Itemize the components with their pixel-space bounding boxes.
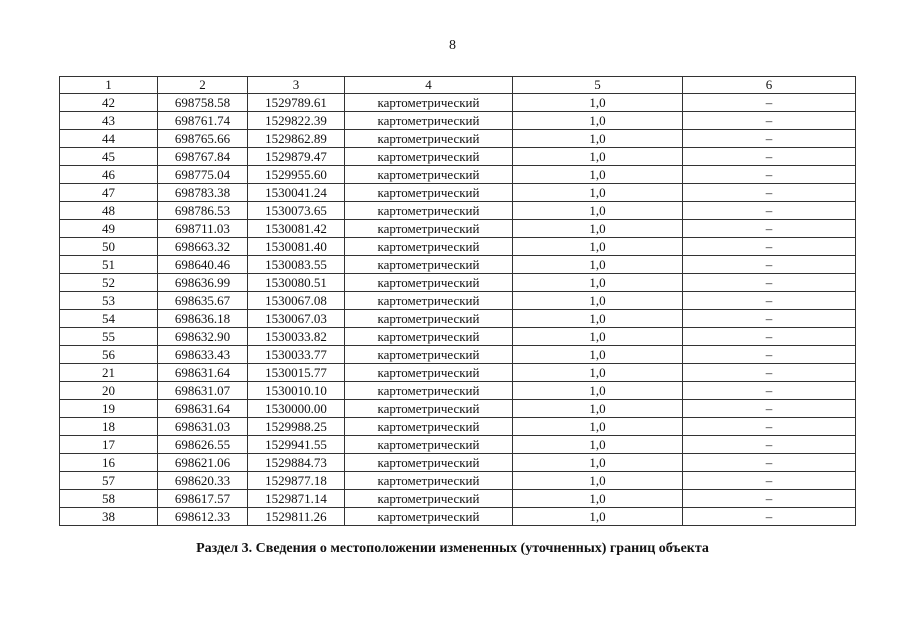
method-cell: картометрический <box>345 130 513 148</box>
y-coordinate-cell: 1530081.40 <box>248 238 345 256</box>
x-coordinate-cell: 698775.04 <box>158 166 248 184</box>
x-coordinate-cell: 698663.32 <box>158 238 248 256</box>
description-cell: – <box>683 400 856 418</box>
table-row <box>60 310 856 328</box>
y-coordinate-cell: 1529879.47 <box>248 148 345 166</box>
precision-cell: 1,0 <box>513 256 683 274</box>
y-coordinate-cell: 1530015.77 <box>248 364 345 382</box>
x-coordinate-cell: 698632.90 <box>158 328 248 346</box>
description-cell: – <box>683 112 856 130</box>
x-coordinate-cell: 698765.66 <box>158 130 248 148</box>
x-coordinate-cell: 698631.64 <box>158 400 248 418</box>
point-number-cell: 45 <box>60 148 158 166</box>
point-number-cell: 42 <box>60 94 158 112</box>
table-row <box>60 328 856 346</box>
table-row <box>60 292 856 310</box>
precision-cell: 1,0 <box>513 508 683 526</box>
point-number-cell: 16 <box>60 454 158 472</box>
point-number-cell: 50 <box>60 238 158 256</box>
table-row <box>60 238 856 256</box>
point-number-cell: 17 <box>60 436 158 454</box>
method-cell: картометрический <box>345 346 513 364</box>
x-coordinate-cell: 698636.99 <box>158 274 248 292</box>
description-cell: – <box>683 418 856 436</box>
table-row <box>60 508 856 526</box>
method-cell: картометрический <box>345 184 513 202</box>
method-cell: картометрический <box>345 202 513 220</box>
table-row <box>60 166 856 184</box>
precision-cell: 1,0 <box>513 310 683 328</box>
point-number-cell: 55 <box>60 328 158 346</box>
y-coordinate-cell: 1529884.73 <box>248 454 345 472</box>
y-coordinate-cell: 1529811.26 <box>248 508 345 526</box>
table-header-row <box>60 77 856 94</box>
method-cell: картометрический <box>345 94 513 112</box>
y-coordinate-cell: 1530083.55 <box>248 256 345 274</box>
precision-cell: 1,0 <box>513 184 683 202</box>
method-cell: картометрический <box>345 112 513 130</box>
description-cell: – <box>683 130 856 148</box>
method-cell: картометрический <box>345 166 513 184</box>
table-row <box>60 400 856 418</box>
description-cell: – <box>683 256 856 274</box>
y-coordinate-cell: 1530000.00 <box>248 400 345 418</box>
x-coordinate-cell: 698767.84 <box>158 148 248 166</box>
point-number-cell: 51 <box>60 256 158 274</box>
precision-cell: 1,0 <box>513 328 683 346</box>
x-coordinate-cell: 698786.53 <box>158 202 248 220</box>
table-row <box>60 364 856 382</box>
method-cell: картометрический <box>345 328 513 346</box>
precision-cell: 1,0 <box>513 472 683 490</box>
y-coordinate-cell: 1529877.18 <box>248 472 345 490</box>
point-number-cell: 19 <box>60 400 158 418</box>
precision-cell: 1,0 <box>513 292 683 310</box>
x-coordinate-cell: 698621.06 <box>158 454 248 472</box>
description-cell: – <box>683 328 856 346</box>
table-row <box>60 454 856 472</box>
method-cell: картометрический <box>345 400 513 418</box>
method-cell: картометрический <box>345 310 513 328</box>
description-cell: – <box>683 274 856 292</box>
precision-cell: 1,0 <box>513 454 683 472</box>
point-number-cell: 48 <box>60 202 158 220</box>
y-coordinate-cell: 1530033.82 <box>248 328 345 346</box>
precision-cell: 1,0 <box>513 364 683 382</box>
precision-cell: 1,0 <box>513 148 683 166</box>
header-cell: 1 <box>60 77 158 94</box>
x-coordinate-cell: 698758.58 <box>158 94 248 112</box>
method-cell: картометрический <box>345 364 513 382</box>
table-row <box>60 130 856 148</box>
point-number-cell: 47 <box>60 184 158 202</box>
point-number-cell: 56 <box>60 346 158 364</box>
precision-cell: 1,0 <box>513 346 683 364</box>
point-number-cell: 21 <box>60 364 158 382</box>
description-cell: – <box>683 454 856 472</box>
precision-cell: 1,0 <box>513 418 683 436</box>
point-number-cell: 52 <box>60 274 158 292</box>
point-number-cell: 46 <box>60 166 158 184</box>
precision-cell: 1,0 <box>513 274 683 292</box>
method-cell: картометрический <box>345 256 513 274</box>
method-cell: картометрический <box>345 382 513 400</box>
method-cell: картометрический <box>345 292 513 310</box>
method-cell: картометрический <box>345 418 513 436</box>
x-coordinate-cell: 698631.03 <box>158 418 248 436</box>
y-coordinate-cell: 1530041.24 <box>248 184 345 202</box>
point-number-cell: 20 <box>60 382 158 400</box>
method-cell: картометрический <box>345 238 513 256</box>
x-coordinate-cell: 698631.07 <box>158 382 248 400</box>
description-cell: – <box>683 238 856 256</box>
point-number-cell: 44 <box>60 130 158 148</box>
method-cell: картометрический <box>345 490 513 508</box>
description-cell: – <box>683 364 856 382</box>
table-row <box>60 220 856 238</box>
description-cell: – <box>683 436 856 454</box>
description-cell: – <box>683 202 856 220</box>
x-coordinate-cell: 698631.64 <box>158 364 248 382</box>
table-row <box>60 184 856 202</box>
point-number-cell: 57 <box>60 472 158 490</box>
header-cell: 6 <box>683 77 856 94</box>
description-cell: – <box>683 490 856 508</box>
description-cell: – <box>683 166 856 184</box>
header-cell: 5 <box>513 77 683 94</box>
precision-cell: 1,0 <box>513 220 683 238</box>
description-cell: – <box>683 94 856 112</box>
x-coordinate-cell: 698711.03 <box>158 220 248 238</box>
y-coordinate-cell: 1530010.10 <box>248 382 345 400</box>
point-number-cell: 38 <box>60 508 158 526</box>
description-cell: – <box>683 292 856 310</box>
x-coordinate-cell: 698633.43 <box>158 346 248 364</box>
method-cell: картометрический <box>345 508 513 526</box>
y-coordinate-cell: 1530073.65 <box>248 202 345 220</box>
table-row <box>60 382 856 400</box>
header-cell: 2 <box>158 77 248 94</box>
description-cell: – <box>683 184 856 202</box>
x-coordinate-cell: 698626.55 <box>158 436 248 454</box>
coordinates-table <box>59 76 856 526</box>
precision-cell: 1,0 <box>513 166 683 184</box>
x-coordinate-cell: 698612.33 <box>158 508 248 526</box>
table-row <box>60 436 856 454</box>
table-row <box>60 418 856 436</box>
y-coordinate-cell: 1529862.89 <box>248 130 345 148</box>
section-title: Раздел 3. Сведения о местоположении измененных (уточненных) границ объекта <box>196 541 709 556</box>
precision-cell: 1,0 <box>513 112 683 130</box>
table-row <box>60 94 856 112</box>
table-row <box>60 472 856 490</box>
method-cell: картометрический <box>345 436 513 454</box>
table-row <box>60 274 856 292</box>
y-coordinate-cell: 1529988.25 <box>248 418 345 436</box>
precision-cell: 1,0 <box>513 202 683 220</box>
description-cell: – <box>683 148 856 166</box>
description-cell: – <box>683 472 856 490</box>
header-cell: 3 <box>248 77 345 94</box>
precision-cell: 1,0 <box>513 436 683 454</box>
y-coordinate-cell: 1530033.77 <box>248 346 345 364</box>
precision-cell: 1,0 <box>513 490 683 508</box>
y-coordinate-cell: 1530067.08 <box>248 292 345 310</box>
table-row <box>60 148 856 166</box>
y-coordinate-cell: 1530080.51 <box>248 274 345 292</box>
y-coordinate-cell: 1529941.55 <box>248 436 345 454</box>
precision-cell: 1,0 <box>513 400 683 418</box>
table-row <box>60 202 856 220</box>
y-coordinate-cell: 1529871.14 <box>248 490 345 508</box>
y-coordinate-cell: 1530081.42 <box>248 220 345 238</box>
table-row <box>60 112 856 130</box>
precision-cell: 1,0 <box>513 238 683 256</box>
header-cell: 4 <box>345 77 513 94</box>
method-cell: картометрический <box>345 454 513 472</box>
x-coordinate-cell: 698617.57 <box>158 490 248 508</box>
description-cell: – <box>683 382 856 400</box>
table-row <box>60 256 856 274</box>
table-row <box>60 346 856 364</box>
x-coordinate-cell: 698761.74 <box>158 112 248 130</box>
point-number-cell: 43 <box>60 112 158 130</box>
x-coordinate-cell: 698640.46 <box>158 256 248 274</box>
precision-cell: 1,0 <box>513 130 683 148</box>
precision-cell: 1,0 <box>513 94 683 112</box>
coordinates-table-body <box>60 77 856 526</box>
description-cell: – <box>683 346 856 364</box>
page-number: 8 <box>449 38 456 53</box>
method-cell: картометрический <box>345 274 513 292</box>
y-coordinate-cell: 1529789.61 <box>248 94 345 112</box>
description-cell: – <box>683 310 856 328</box>
point-number-cell: 49 <box>60 220 158 238</box>
description-cell: – <box>683 220 856 238</box>
y-coordinate-cell: 1529955.60 <box>248 166 345 184</box>
method-cell: картометрический <box>345 148 513 166</box>
description-cell: – <box>683 508 856 526</box>
method-cell: картометрический <box>345 220 513 238</box>
y-coordinate-cell: 1529822.39 <box>248 112 345 130</box>
point-number-cell: 58 <box>60 490 158 508</box>
x-coordinate-cell: 698635.67 <box>158 292 248 310</box>
table-row <box>60 490 856 508</box>
x-coordinate-cell: 698620.33 <box>158 472 248 490</box>
y-coordinate-cell: 1530067.03 <box>248 310 345 328</box>
point-number-cell: 18 <box>60 418 158 436</box>
method-cell: картометрический <box>345 472 513 490</box>
x-coordinate-cell: 698636.18 <box>158 310 248 328</box>
point-number-cell: 54 <box>60 310 158 328</box>
x-coordinate-cell: 698783.38 <box>158 184 248 202</box>
point-number-cell: 53 <box>60 292 158 310</box>
precision-cell: 1,0 <box>513 382 683 400</box>
